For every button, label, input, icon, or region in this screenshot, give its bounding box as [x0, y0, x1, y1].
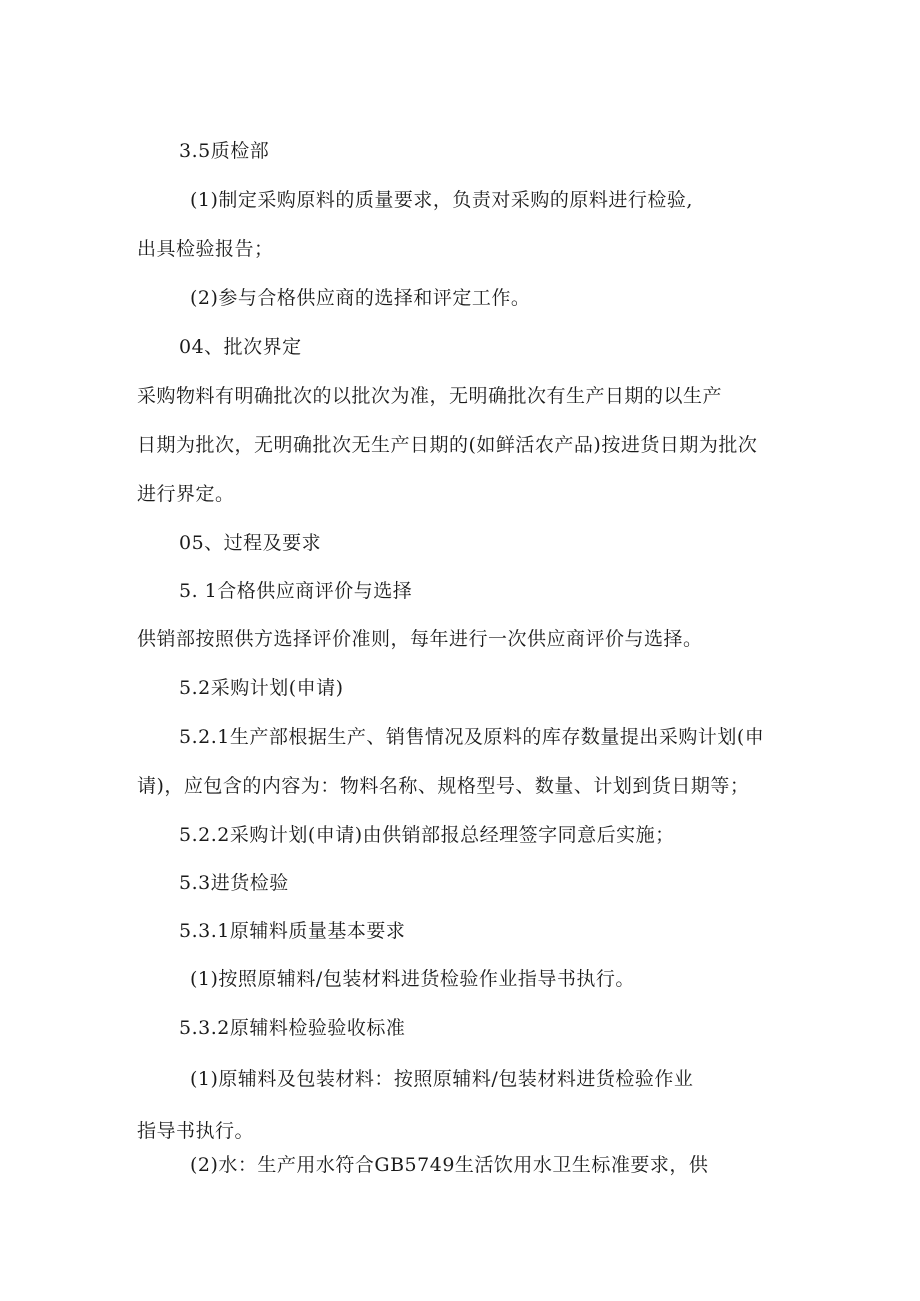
paragraph-line: 日期为批次，无明确批次无生产日期的(如鲜活农产品)按进货日期为批次 [137, 434, 758, 456]
subsection-heading-5-2: 5.2采购计划(申请) [179, 677, 344, 699]
paragraph-line: 采购物料有明确批次的以批次为准，无明确批次有生产日期的以生产 [137, 385, 723, 407]
paragraph-line: 供销部按照供方选择评价准则，每年进行一次供应商评价与选择。 [137, 628, 703, 650]
paragraph-line: (1)制定采购原料的质量要求，负责对采购的原料进行检验, [190, 189, 693, 211]
paragraph-line: 5.2.2采购计划(申请)由供销部报总经理签字同意后实施； [179, 824, 675, 846]
paragraph-line: (1)按照原辅料/包装材料进货检验作业指导书执行。 [190, 968, 635, 990]
paragraph-line: 出具检验报告； [137, 238, 274, 260]
section-heading-3-5: 3.5质检部 [179, 140, 270, 162]
section-heading-04: 04、批次界定 [179, 336, 302, 358]
paragraph-line: 请)，应包含的内容为：物料名称、规格型号、数量、计划到货日期等； [137, 775, 750, 797]
paragraph-line: 5.2.1生产部根据生产、销售情况及原料的库存数量提出采购计划(申 [179, 726, 765, 748]
subsection-heading-5-3-1: 5.3.1原辅料质量基本要求 [179, 920, 406, 942]
paragraph-line: 进行界定。 [137, 483, 235, 505]
paragraph-line: (1)原辅料及包装材料：按照原辅料/包装材料进货检验作业 [190, 1068, 694, 1090]
subsection-heading-5-1: 5. 1合格供应商评价与选择 [179, 580, 413, 602]
section-heading-05: 05、过程及要求 [179, 532, 322, 554]
paragraph-line: (2)参与合格供应商的选择和评定工作。 [190, 287, 531, 309]
subsection-heading-5-3-2: 5.3.2原辅料检验验收标准 [179, 1017, 406, 1039]
subsection-heading-5-3: 5.3进货检验 [179, 872, 289, 894]
paragraph-line: 指导书执行。 [137, 1120, 255, 1142]
paragraph-line: (2)水：生产用水符合GB5749生活饮用水卫生标准要求，供 [190, 1154, 709, 1176]
